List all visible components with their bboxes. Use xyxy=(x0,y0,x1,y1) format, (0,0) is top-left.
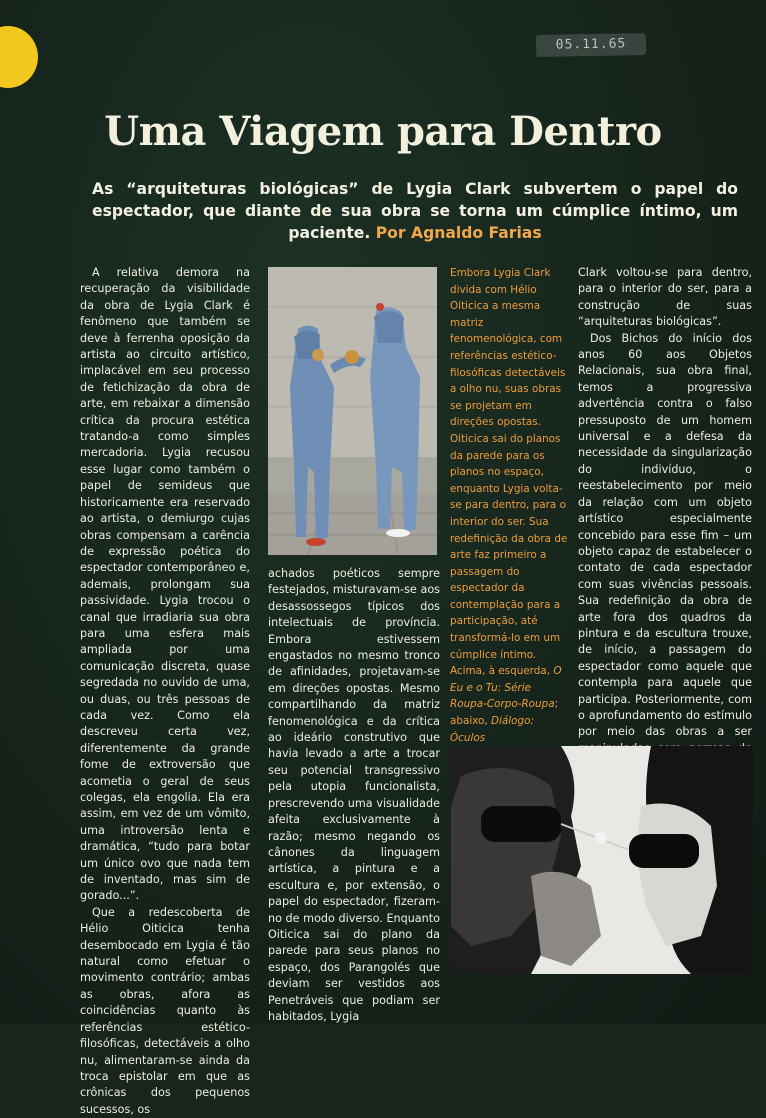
caption-credit: Acima, à esquerda, xyxy=(450,665,551,678)
body-column-2 xyxy=(268,566,440,1023)
body-column-4 xyxy=(578,265,752,739)
paragraph: Clark voltou-se para dentro, para o interior do ser, para a construção de suas “arquiteturas biológicas”. xyxy=(578,266,752,329)
caption-text: Embora Lygia Clark divida com Hélio Oiticica a mesma matriz fenomenológica, com referências estético-filosóficas detectáveis a olho nu, suas obras se projetam em direções opostas. Oiticica sai do planos da parede para os planos no espaço, enquanto Lygia volta-se para dentro, para o interior do ser. Sua redefinição da obra de arte faz primeiro a passagem do espectador da contemplação para a participação, até transformá-lo em um cúmplice íntimo. xyxy=(450,267,568,661)
paragraph: Que a redescoberta de Hélio Oiticica tenha desembocado em Lygia é tão natural como efetuar o movimento contrário; ambas as obras, afora as coincidências quanto às referências estético-filosóficas, detectáveis a olho nu, alimentaram-se ainda da troca epistolar em que as crônicas dos pequenos sucessos, os xyxy=(80,905,250,1116)
photo-caption xyxy=(450,265,568,744)
date-stamp: 05.11.65 xyxy=(536,33,646,57)
photo-dialogo-oculos xyxy=(451,746,753,974)
paragraph: A relativa demora na recuperação da visibilidade da obra de Lygia Clark é fenômeno que também se deve à ferrenha oposição da artista ao circuito artístico, implacável em seu processo de fetichização da obra de arte, em rebaixar a dimensão crítica da procura estética tratando-a como simples mercadoria. Lygia recusou esse lugar como também o papel de semideus que historicamente era reservado ao artista, o demiurgo cujas obras compensam a carência de expressão poética do espectador contemporâneo e, ademais, prolongam sua passividade. Lygia trocou o canal que irradiaria sua obra para uma esfera mais ampliada por uma comunicação discreta, quase segredada no ouvido de uma, ou duas, ou três pessoas de cada vez. Como ela descreveu certa vez, diferentemente da grande fome de extroversão que acometia o geral de seus colegas, ela engolia. Ela era assim, em vez de um vômito, uma introversão lenta e dramática, “tudo para botar um único ovo que nada tem de inventado, mas sim de gorado...”. xyxy=(80,266,250,903)
byline: Por Agnaldo Farias xyxy=(375,224,542,242)
caption-credit: ; abaixo, xyxy=(450,698,559,728)
paragraph: Dos Bichos do início dos anos 60 aos Objetos Relacionais, sua obra final, temos a progressiva advertência contra o falso pressuposto de um homem universal e a defesa da necessidade da singularização do indivíduo, o reestabelecimento por meio da relação com um objeto artístico especialmente concebido para esse fim – um objeto capaz de estabelecer o contato de cada espectador com suas vivências pessoais. Sua redefinição da obra de arte fora dos quadros da pintura e da escultura trouxe, de início, a passagem do espectador como aquele que contempla para aquele que participa. Posteriormente, com o aprofundamento do estímulo por meio das obras a ser xyxy=(578,331,752,739)
body-column-1 xyxy=(80,265,250,1116)
article-lead xyxy=(92,178,738,244)
article-title: Uma Viagem para Dentro xyxy=(104,108,662,155)
lead-text: As “arquiteturas biológicas” de Lygia Clark subvertem o papel do espectador, que diante de sua obra se torna um cúmplice íntimo, um paciente. xyxy=(92,180,738,242)
photo-o-eu-e-o-tu xyxy=(268,267,437,555)
paragraph: achados poéticos sempre festejados, misturavam-se aos desassossegos típicos dos intelectuais de província. Embora estivessem engastados no mesmo tronco de afinidades, projetavam-se em direções opostas. Mesmo compartilhando da matriz fenomenológica e da crítica ao ideário construtivo que havia levado a arte a trocar seu potencial transgressivo pela utopia funcionalista, prescrevendo uma visualidade afeita exclusivamente à razão; mesmo negando os cânones da linguagem artística, a pintura e a escultura e, por extensão, o papel do espectador, fizeram-no de modo diverso. Enquanto Oiticica sai do plano da parede para seus planos no espaço, dos Parangolés que deviam ser vestidos aos Penetráveis que podiam ser habitados, Lygia xyxy=(268,567,440,1023)
caption-work-title: O Eu e o Tu: Série Roupa-Corpo-Roupa xyxy=(450,665,562,711)
caption-work-title: Diálogo: Óculos xyxy=(450,715,534,744)
